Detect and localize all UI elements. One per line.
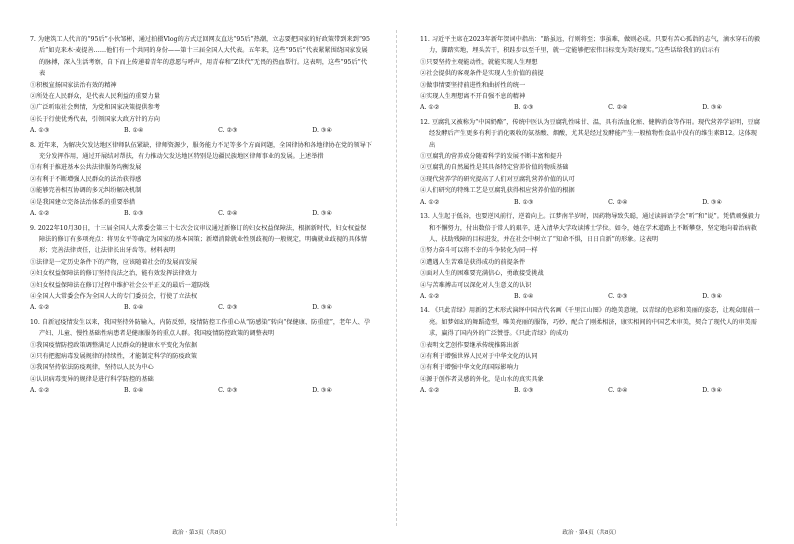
statement-item: ③有利于增强中华文化的国际影响力 <box>420 364 519 372</box>
left-page-footer: 政治 · 第3页（共8页） <box>172 530 230 536</box>
answer-option: A. ①② <box>420 292 440 300</box>
answer-options <box>420 291 762 302</box>
answer-option: D. ③④ <box>702 387 722 395</box>
answer-option: C. ②④ <box>608 104 628 112</box>
right-page-footer: 政治 · 第4页（共8页） <box>562 530 620 536</box>
statement-item: ①努力奋斗可以将不幸的斗争转化为同一样 <box>420 247 538 255</box>
statement-item: ①只要坚持主观能动性，就能实现人生理想 <box>420 58 538 66</box>
answer-options <box>30 302 372 313</box>
page-divider <box>396 30 397 526</box>
answer-option: A. ①② <box>30 387 50 395</box>
statement-item: ④与苦难搏击可以深化对人生意义的认识 <box>420 281 532 289</box>
answer-options <box>30 208 372 219</box>
left-page-column <box>30 34 372 400</box>
statement-item: ③妇女权益保障法在修订过程中维护社会公平正义的最后一道防线 <box>30 281 210 289</box>
statement-item: ③广泛听取社会舆情，为党和国家决策提供参考 <box>30 104 160 112</box>
answer-option: A. ①③ <box>30 127 50 135</box>
question-text: 近年来，为解决欠发达地区律师队伍紧缺，律师资源少，服务能力不足等多个方面问题，全国律协和各地律协在党的领导下充分发挥作用，通过开展结对帮扶，有力推动欠发达地区特别是边疆民族地区律师事业的发展。上述举措 <box>37 141 372 161</box>
question-text: 《只此青绿》用新的艺术形式演绎中国古代名画《千里江山图》的绝美意境，以青绿的色彩和美丽的姿态，让观众眼前一亮。如梦如幻的舞蹈造型，唯美亮丽的服饰，巧妙、配合了刚柔相济，康实相间的中国艺术审美，契合了现代人的审美需求，赢得了国内外的广泛赞誉。《只此青绿》的成功 <box>429 307 760 338</box>
question-number: 14. <box>420 307 430 315</box>
statement-item: ④实现人生理想离不开自强不息的精神 <box>420 93 526 101</box>
answer-option: A. ①② <box>420 387 440 395</box>
answer-option: B. ①③ <box>124 210 144 218</box>
statement-item: ②有利于增强世界人民对于中华文化的认同 <box>420 352 538 360</box>
question-block <box>420 34 762 114</box>
question-number: 12. <box>420 118 430 126</box>
question-stem <box>30 317 372 340</box>
statement-item: ④全国人大常委会作为全国人大的专门委员会，行使了立法权 <box>30 292 198 300</box>
question-number: 11. <box>420 36 430 43</box>
question-block <box>30 317 372 397</box>
statement-item: ④人们研究的特殊工艺是豆腐乳获得相应营养价值的根据 <box>420 187 575 195</box>
question-block <box>420 305 762 396</box>
answer-option: B. ①④ <box>514 292 534 300</box>
question-stem <box>420 117 762 151</box>
answer-option: A. ①② <box>420 198 440 206</box>
answer-options <box>420 197 762 208</box>
statement-item: ④是我国建立完备法治体系的重要举措 <box>30 198 136 206</box>
answer-option: D. ③④ <box>312 387 332 395</box>
answer-option: C. ②④ <box>218 210 238 218</box>
statement-item: ④源于创作者灵感的外化，是山水的真实具象 <box>420 375 544 383</box>
statement-item: ②只有把握病毒发展规律的持续性，才能制定科学的防疫政策 <box>30 352 198 360</box>
answer-option: D. ③④ <box>702 104 722 112</box>
question-text: 自新冠疫情发生以来，我国坚持外防输入，内防反弹，疫情防控工作重心从“防感染”转向“保健康、防重症”，老年人、孕产妇、儿童、慢性基础性病患者是健康服务的重点人群。我国疫情防控政策的调整表明 <box>39 318 371 338</box>
answer-option: C. ②③ <box>218 387 238 395</box>
answer-option: B. ①③ <box>514 104 534 112</box>
answer-option: B. ①③ <box>514 387 534 395</box>
statement-item: ④认识病毒变异的规律是进行科学防控的基础 <box>30 375 154 383</box>
statement-item: ①积极宣扬国家法治有效的精神 <box>30 81 117 89</box>
statement-item: ③面对人生的困难要充满信心，勇敢接受挑战 <box>420 270 544 278</box>
question-number: 10. <box>30 318 40 326</box>
statement-item: ③我国坚持依法防疫观律，坚持以人民为中心 <box>30 364 154 372</box>
question-text: 习近平主席在2023年新年贺词中指出：“路虽远，行则将至；事虽难，做则必成。只要有苦心孤诣的志气，滴水穿石的毅力，脚踏实地，埋头苦干，积跬步以至千里，就一定能够把宏伟目标变为美好现实。”这些话给我们的启示有 <box>429 36 761 55</box>
question-block <box>420 211 762 302</box>
answer-option: C. ②③ <box>218 304 238 312</box>
question-number: 13. <box>420 213 430 221</box>
question-number: 9. <box>30 224 36 232</box>
statement-item: ③能够完善相互协调的多元纠纷解决机制 <box>30 187 142 195</box>
question-stem <box>30 140 372 163</box>
answer-options <box>420 385 762 396</box>
question-text: 为建筑工人代言的“95后”小伙邹彬，通过拍摄Vlog的方式迂回网友直达“95后”热潮，立志要把国家的好政策带到来到“95后”如克来木·麦提善……他们有一个共同的身份——第十三届全国人大代表。五年来，这些“95后”代表紧紧围绕国家发展的脉搏，深入生活考察，自下而上传递着青年的意愿与呼声，用青春和“Z世代”无畏的热血帮行。这表明，这些“95后”代表 <box>37 36 370 78</box>
answer-option: D. ③④ <box>702 292 722 300</box>
question-stem <box>420 305 762 339</box>
answer-option: A. ①② <box>420 104 440 112</box>
statement-item: ②豆腐乳的自然属性是其具备特定营养价值的物质基础 <box>420 164 569 172</box>
question-text: 豆腐乳又被称为“中国奶酪”，传统中医认为豆腐乳性味甘、温，具有活血化瘀、健脾消食等作用。现代营养学证明，豆腐经发酵后产生更多有利于消化吸收的氨基酸、烟酸，尤其是经过发酵能产生一般植物性食品中没有的维生素B12。这体现出 <box>429 118 760 149</box>
answer-option: C. ②③ <box>608 292 628 300</box>
statement-item: ①豆腐乳的营养成分随着科学的发展不断丰富和提升 <box>420 153 563 161</box>
question-text: 2022年10月30日，十三届全国人大常委会第三十七次会议审议通过新修订的妇女权益保障法，根据新时代，妇女权益保障法的修订有多项亮点：将男女平等确定为国家的基本国策；新增消除就业性别歧视的一般规定，明确就业歧视的具体情形；完善法律责任，让法律长出牙齿等。材料表明 <box>37 224 367 255</box>
statement-item: ②有利于不断增强人民群众的法治获得感 <box>30 175 142 183</box>
statement-item: ①法律是一定历史条件下的产物，应该随着社会的发展而发展 <box>30 258 198 266</box>
question-stem <box>30 223 372 257</box>
statement-item: ②妇女权益保障法的修订坚持良法之治，能有效发挥法律效力 <box>30 270 198 278</box>
statement-item: ④长于行使优秀代表，引领国家大政方针的方向 <box>30 115 160 123</box>
question-block <box>420 117 762 208</box>
statement-item: ①表明文艺创作要继承传统推陈出新 <box>420 341 519 349</box>
answer-options <box>30 385 372 396</box>
answer-option: A. ①② <box>30 210 50 218</box>
statement-item: ①有利于推进基本公共法律服务均衡发展 <box>30 164 142 172</box>
answer-option: B. ①④ <box>124 304 144 312</box>
statement-item: ②社会提供的客观条件是实现人生价值的前提 <box>420 70 544 78</box>
answer-option: C. ②④ <box>608 198 628 206</box>
statement-item: ③做事情要坚持前进性和曲折性的统一 <box>420 81 526 89</box>
answer-option: D. ③④ <box>312 127 332 135</box>
answer-option: D. ③④ <box>702 198 722 206</box>
question-stem <box>420 211 762 245</box>
answer-option: C. ②④ <box>608 387 628 395</box>
question-block <box>30 34 372 137</box>
right-page-column <box>420 34 762 400</box>
question-stem <box>30 34 372 80</box>
statement-item: ①我国疫情防控政策调整满足人民群众的健康水平变化为依据 <box>30 341 198 349</box>
answer-option: B. ①④ <box>124 387 144 395</box>
statement-item: ②所处在人民群众，是代表人民利益的重要力量 <box>30 93 160 101</box>
answer-option: D. ③④ <box>312 210 332 218</box>
answer-option: C. ②③ <box>218 127 238 135</box>
question-text: 人生起于低谷，也要逆风前行，逆着向上。江梦南半岁时，因药物导致失聪，通过读唇语学会“听”和“说”。凭借顽强毅力和不懈努力，付出数倍于常人的艰辛，进入清华大学攻读博士学位。如今，她在学术道路上不断攀登，坚定地向着治病救人、扶助残障的目标进发，并在社会中树立了“知命不惧，日日自新”的形象。这表明 <box>429 213 761 243</box>
statement-item: ②遭遇人生苦难是获得成功的前提条件 <box>420 258 526 266</box>
question-block <box>30 140 372 220</box>
answer-option: B. ①③ <box>514 198 534 206</box>
answer-options <box>30 125 372 136</box>
answer-options <box>420 102 762 113</box>
statement-item: ③现代营养学的研究提高了人们对豆腐乳营养价值的认可 <box>420 175 575 183</box>
answer-option: A. ①② <box>30 304 50 312</box>
question-block <box>30 223 372 314</box>
question-number: 8. <box>30 141 36 149</box>
question-number: 7. <box>30 36 36 43</box>
answer-option: D. ③④ <box>312 304 332 312</box>
answer-option: B. ①④ <box>124 127 144 135</box>
question-stem <box>420 34 762 57</box>
